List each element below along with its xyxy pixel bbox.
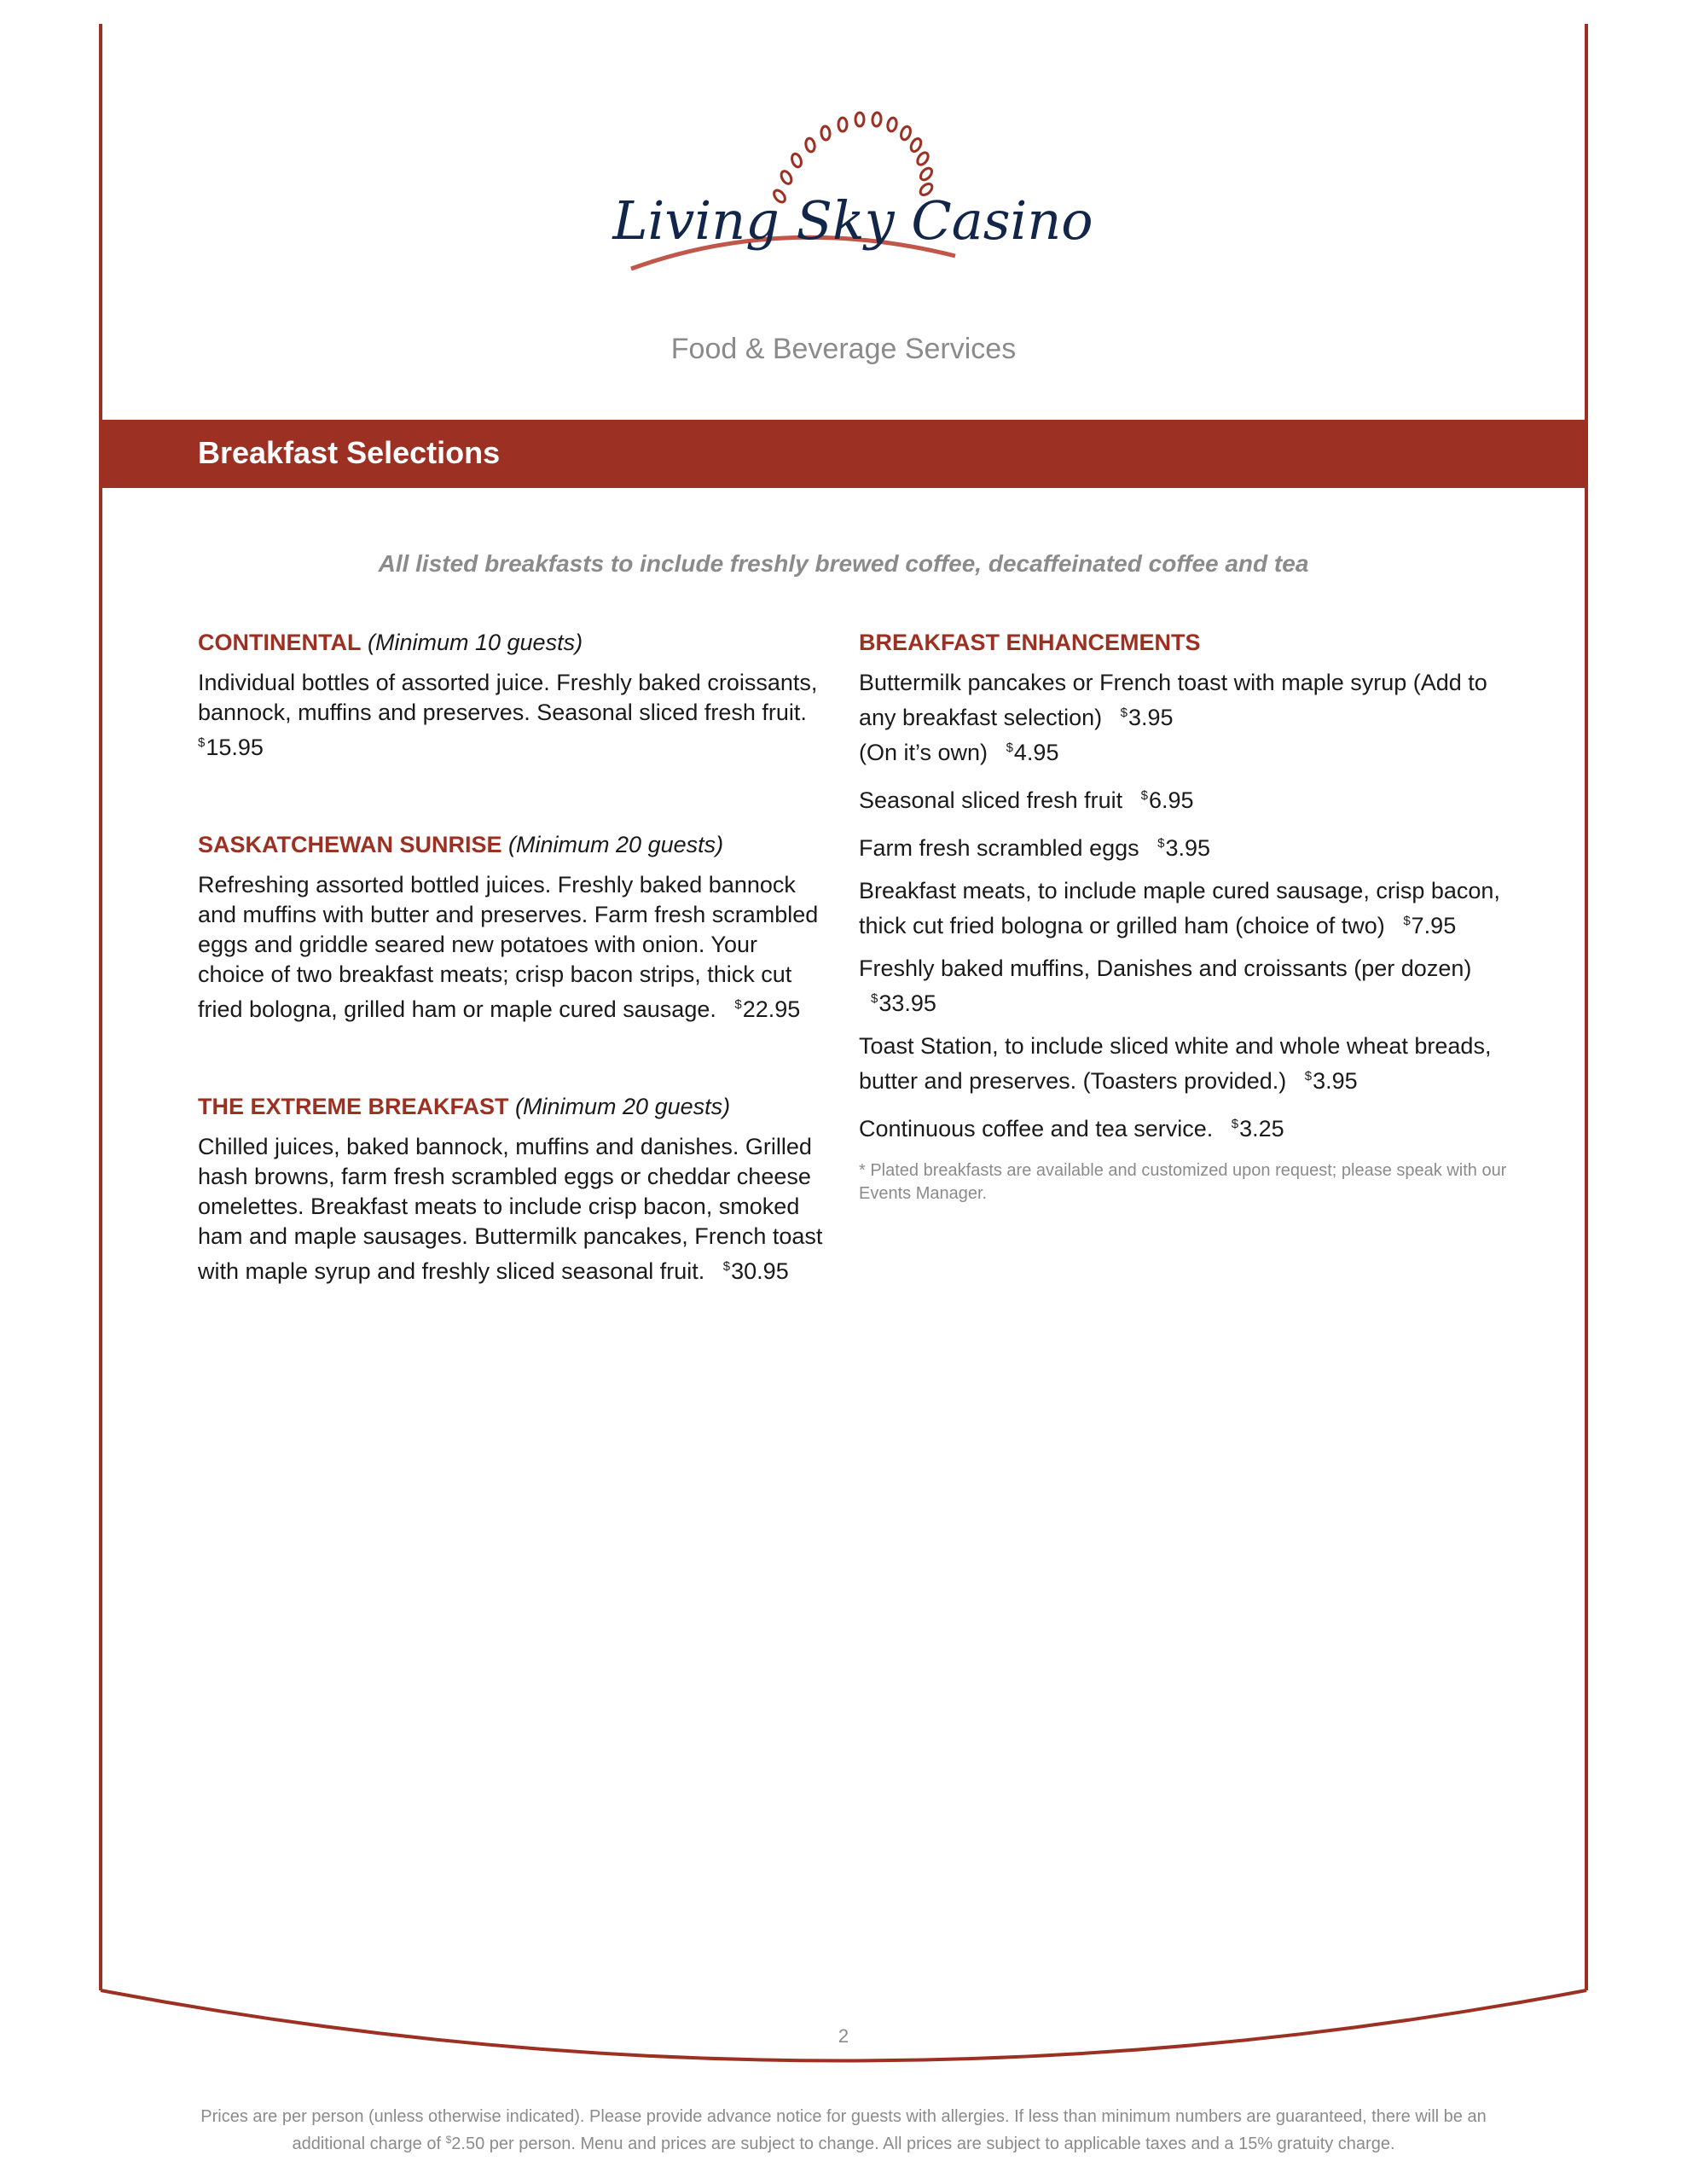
menu-section-continental — [198, 627, 829, 763]
menu-section-extreme-breakfast — [198, 1091, 829, 1287]
enhancements-title: BREAKFAST ENHANCEMENTS — [859, 630, 1201, 655]
section-title: SASKATCHEWAN SUNRISE — [198, 832, 502, 857]
casino-logo — [597, 85, 1109, 316]
menu-section-saskatchewan-sunrise — [198, 829, 829, 1025]
enhancement-item: Seasonal sliced fresh fruit $6.95 — [859, 787, 1194, 813]
section-note: (Minimum 20 guests) — [508, 832, 724, 857]
left-column — [198, 627, 829, 1353]
enhancement-item: Toast Station, to include sliced white and whole wheat breads, butter and preserves. (Toasters provided.) $3.95 — [859, 1033, 1492, 1094]
subtitle: Food & Beverage Services — [670, 333, 1017, 365]
section-note: (Minimum 20 guests) — [515, 1094, 731, 1119]
item-price: $4.95 — [1006, 740, 1059, 765]
enhancement-item: Buttermilk pancakes or French toast with maple syrup (Add to any breakfast selection) $3.95 (On it’s own) $4.95 — [859, 670, 1487, 765]
section-title: CONTINENTAL — [198, 630, 362, 655]
enhancement-item: Freshly baked muffins, Danishes and croissants (per dozen) $33.95 — [859, 956, 1472, 1016]
item-price: $3.95 — [1304, 1068, 1358, 1094]
section-price: $22.95 — [734, 996, 801, 1022]
right-column — [859, 627, 1507, 1205]
disclaimer: Prices are per person (unless otherwise indicated). Please provide advance notice for guests with allergies. If less than minimum numbers are guaranteed, there will be an additional charge of $2.50 per person. Menu and prices are subject to change. All prices are subject to applicable taxes and a 15% gratuity charge. — [200, 2107, 1487, 2153]
enhancement-item: Breakfast meats, to include maple cured sausage, crisp bacon, thick cut fried bologna or grilled ham (choice of two) $7.95 — [859, 878, 1500, 938]
section-banner — [101, 420, 1586, 488]
footnote: * Plated breakfasts are available and customized upon request; please speak with our Events Manager. — [859, 1161, 1507, 1203]
enhancement-item: Farm fresh scrambled eggs $3.95 — [859, 835, 1211, 861]
page-number: 2 — [838, 2025, 849, 2047]
enhancement-item: Continuous coffee and tea service. $3.25 — [859, 1116, 1284, 1141]
item-price: $7.95 — [1403, 913, 1457, 938]
section-price: $30.95 — [722, 1258, 789, 1284]
svg-text:Living Sky Casino: Living Sky Casino — [612, 189, 1093, 252]
section-price: $15.95 — [198, 735, 264, 760]
item-price: $3.95 — [1157, 835, 1211, 861]
section-note: (Minimum 10 guests) — [368, 630, 583, 655]
item-price: $6.95 — [1140, 787, 1194, 813]
banner-title: Breakfast Selections — [198, 435, 501, 470]
item-price: $3.95 — [1120, 705, 1174, 730]
section-title: THE EXTREME BREAKFAST — [198, 1094, 509, 1119]
item-price: $33.95 — [871, 990, 936, 1016]
section-description: Chilled juices, baked bannock, muffins and danishes. Grilled hash browns, farm fresh scrambled eggs or cheddar cheese omelettes. Breakfast meats to include crisp bacon, smoked ham and maple sausages. Buttermilk pancakes, French toast with maple syrup and freshly sliced seasonal fruit. — [198, 1134, 823, 1284]
section-description: Refreshing assorted bottled juices. Freshly baked bannock and muffins with butter and preserves. Farm fresh scrambled eggs and griddle seared new potatoes with onion. Your choice of two breakfast meats; crisp bacon strips, thick cut fried bologna, grilled ham or maple cured sausage. — [198, 872, 819, 1022]
tagline: All listed breakfasts to include freshly brewed coffee, decaffeinated coffee and tea — [378, 550, 1309, 577]
item-price: $3.25 — [1231, 1116, 1284, 1141]
section-description: Individual bottles of assorted juice. Freshly baked croissants, bannock, muffins and preserves. Seasonal sliced fresh fruit. — [198, 670, 818, 725]
